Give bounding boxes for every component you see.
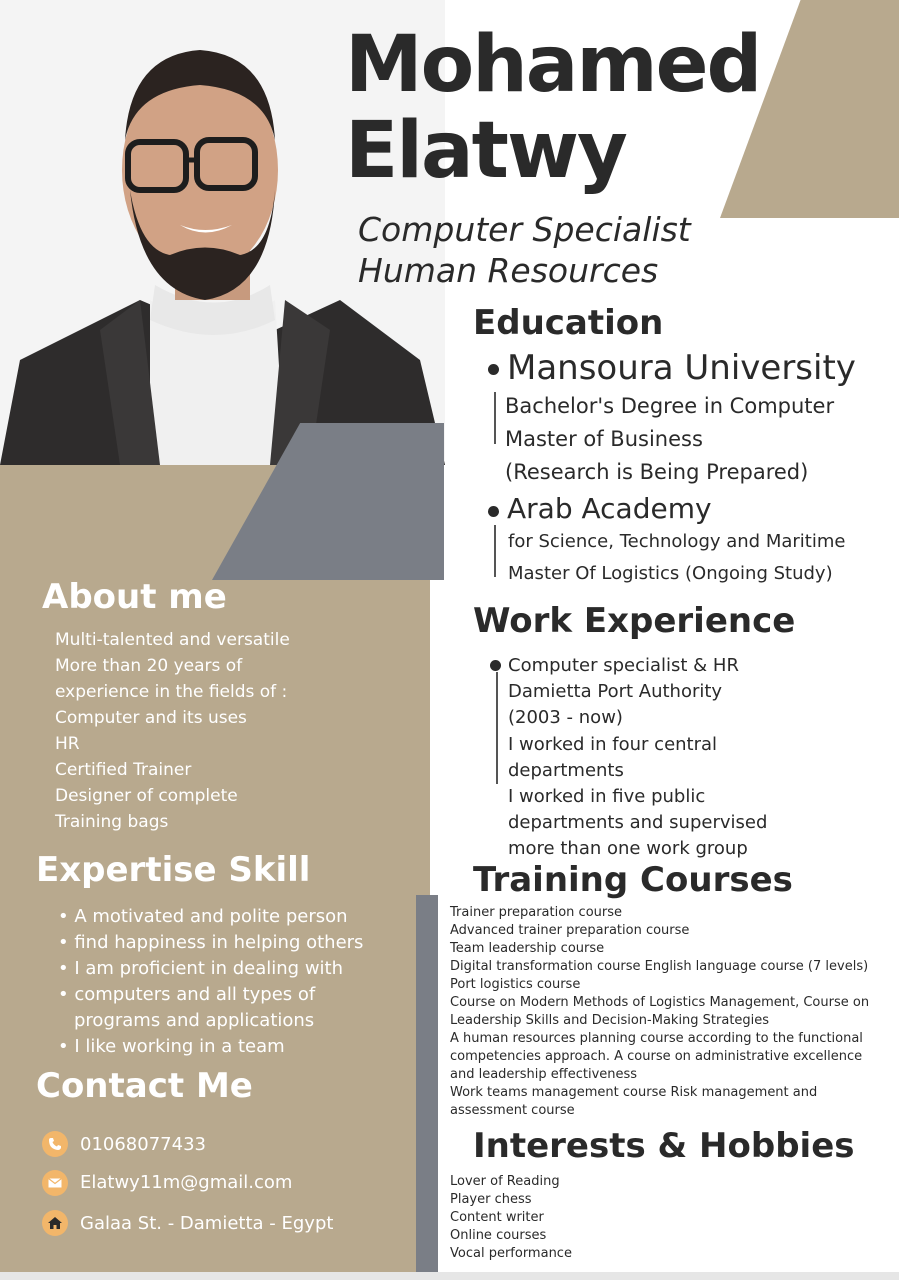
work-experience-details: [508, 653, 767, 863]
home-icon: [42, 1210, 68, 1236]
contact-me-heading: Contact Me: [36, 1066, 253, 1106]
hobby-line: Online courses: [450, 1228, 547, 1243]
about-line: Multi-talented and versatile: [55, 630, 290, 650]
education-line: for Science, Technology and Maritime: [508, 531, 846, 552]
contact-address: Galaa St. - Damietta - Egypt: [80, 1213, 334, 1234]
phone-icon: [42, 1131, 68, 1157]
timeline-line: [494, 525, 496, 577]
about-me-text: [55, 627, 290, 835]
training-line: Digital transformation course English language course (7 levels): [450, 959, 869, 974]
contact-email[interactable]: Elatwy11m@gmail.com: [80, 1172, 293, 1193]
work-line: Computer specialist & HR: [508, 655, 739, 676]
about-line: experience in the fields of :: [55, 682, 288, 702]
training-courses-list: [450, 904, 899, 1120]
work-line: I worked in four central: [508, 733, 718, 755]
education-title-mansoura: Mansoura University: [507, 348, 856, 388]
skill-line: programs and applications: [74, 1010, 315, 1031]
mail-icon: [42, 1170, 68, 1196]
training-line: assessment course: [450, 1103, 575, 1118]
training-line: Leadership Skills and Decision-Making Strategies: [450, 1013, 770, 1028]
training-line: and leadership effectiveness: [450, 1067, 638, 1082]
training-courses-heading: Training Courses: [473, 860, 793, 900]
education-line: Master of Business: [505, 427, 703, 451]
person-name: [345, 22, 760, 194]
name-last: Elatwy: [345, 106, 626, 196]
education-line: (Research is Being Prepared): [505, 460, 809, 484]
work-line: I worked in five public: [508, 786, 706, 808]
expertise-skill-heading: Expertise Skill: [36, 850, 311, 890]
name-first: Mohamed: [345, 20, 761, 110]
about-line: Certified Trainer: [55, 760, 192, 780]
training-line: Team leadership course: [450, 941, 605, 956]
skill-line: I am proficient in dealing with: [74, 958, 344, 979]
hobby-line: Content writer: [450, 1210, 544, 1225]
bullet-dot: [490, 660, 501, 671]
skills-list: [58, 904, 363, 1060]
bullet-dot: [488, 364, 499, 375]
about-line: Computer and its uses: [55, 708, 247, 728]
skill-line: I like working in a team: [74, 1036, 285, 1057]
work-line: more than one work group: [508, 838, 748, 860]
skill-line: computers and all types of: [74, 984, 316, 1005]
bullet-dot: [488, 506, 499, 517]
work-experience-heading: Work Experience: [473, 601, 796, 641]
training-line: Work teams management course Risk management and: [450, 1085, 818, 1100]
hobby-line: Vocal performance: [450, 1246, 572, 1261]
contact-phone[interactable]: 01068077433: [80, 1134, 206, 1155]
training-line: Course on Modern Methods of Logistics Management, Course on: [450, 995, 870, 1010]
bullet-dot: •: [58, 932, 75, 953]
about-line: Designer of complete: [55, 786, 238, 806]
training-line: competencies approach. A course on administrative excellence: [450, 1049, 863, 1064]
education-line: Bachelor's Degree in Computer: [505, 394, 835, 418]
timeline-line: [494, 392, 496, 444]
about-me-heading: About me: [42, 577, 227, 617]
skill-line: find happiness in helping others: [74, 932, 364, 953]
education-title-arab-academy: Arab Academy: [507, 492, 712, 525]
bullet-dot: •: [58, 1036, 75, 1057]
role-title-1: Computer Specialist: [358, 210, 691, 249]
about-line: More than 20 years of: [55, 656, 243, 676]
hobbies-list: [450, 1173, 572, 1263]
interests-hobbies-heading: Interests & Hobbies: [473, 1126, 855, 1166]
skill-line: A motivated and polite person: [74, 906, 348, 927]
training-line: A human resources planning course according to the functional: [450, 1031, 863, 1046]
bullet-dot: •: [58, 958, 75, 979]
about-line: HR: [55, 734, 80, 754]
work-line: departments and supervised: [508, 812, 768, 834]
bullet-dot: •: [58, 906, 75, 927]
about-line: Training bags: [55, 812, 169, 832]
work-line: (2003 - now): [508, 707, 623, 729]
role-title-2: Human Resources: [358, 251, 659, 290]
education-detail: [505, 390, 834, 489]
training-line: Port logistics course: [450, 977, 581, 992]
bottom-strip: [0, 1272, 899, 1280]
bullet-dot: •: [58, 984, 75, 1005]
hobby-line: Player chess: [450, 1192, 532, 1207]
education-detail: [508, 526, 845, 590]
education-line: Master Of Logistics (Ongoing Study): [508, 563, 833, 584]
timeline-line: [496, 672, 498, 784]
work-line: Damietta Port Authority: [508, 681, 723, 703]
training-line: Trainer preparation course: [450, 905, 622, 920]
hobby-line: Lover of Reading: [450, 1174, 560, 1189]
education-heading: Education: [473, 303, 664, 343]
decorative-gray-strip: [416, 895, 438, 1280]
work-line: departments: [508, 759, 624, 781]
training-line: Advanced trainer preparation course: [450, 923, 690, 938]
